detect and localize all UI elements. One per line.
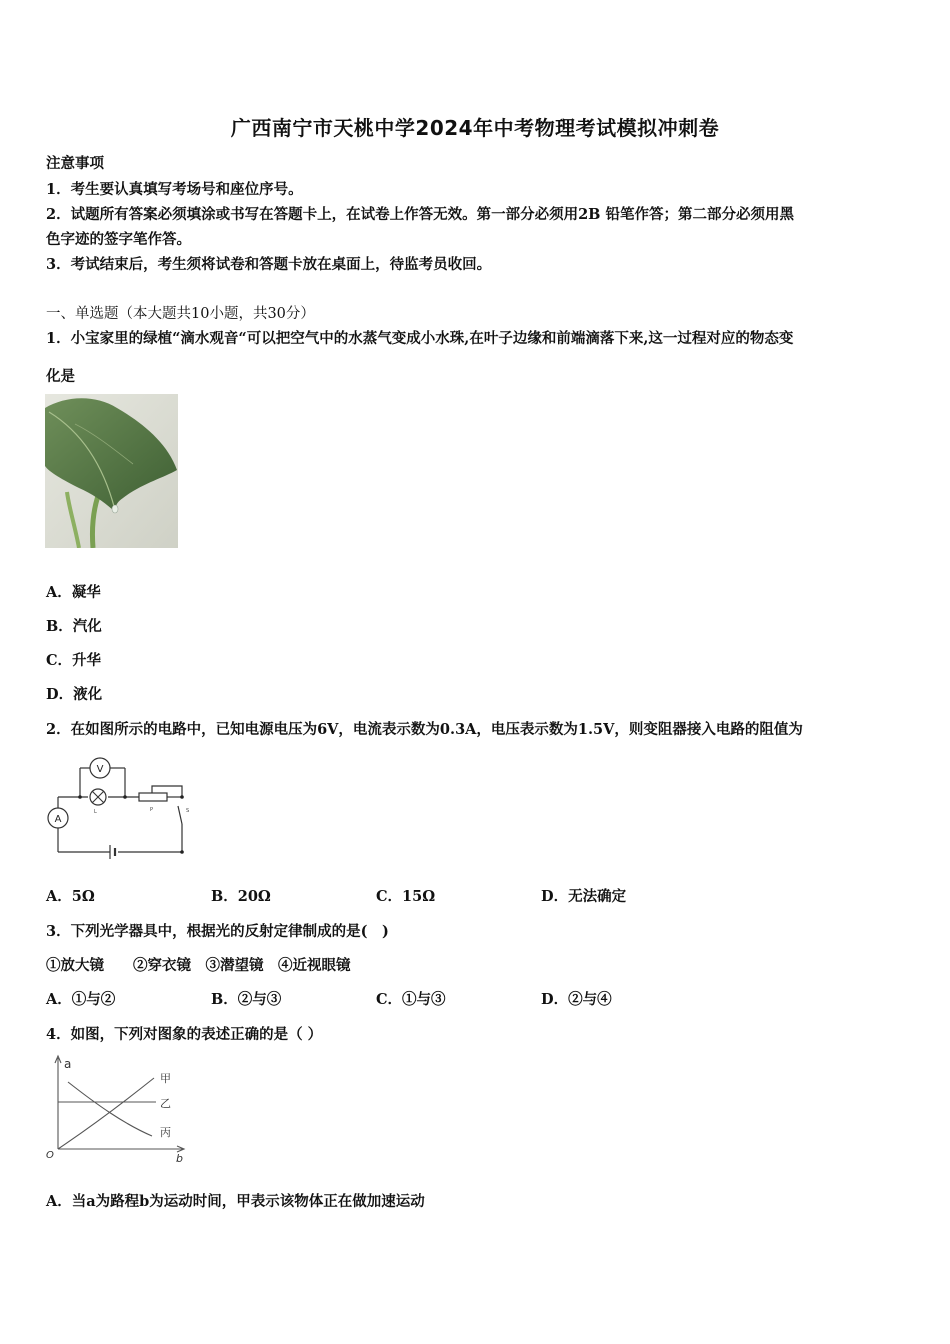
notice-item-2-cont: 色字迹的签字笔作答。 [46,231,191,248]
q2-option-a: A．5Ω [46,888,95,905]
leaf-droplet-image [45,394,178,548]
q1-text-cont: 化是 [46,368,75,385]
q3-option-d: D．②与④ [541,991,612,1008]
q1-option-c: C．升华 [46,652,102,669]
notice-item-1: 1．考生要认真填写考场号和座位序号。 [46,181,303,198]
q3-items: ①放大镜 ②穿衣镜 ③潜望镜 ④近视眼镜 [46,957,351,974]
circuit-diagram [44,748,196,862]
section-heading: 一、单选题（本大题共10小题，共30分） [46,306,315,322]
lamp-label: L [94,809,97,815]
q3-option-a: A．①与② [46,991,116,1008]
voltmeter-label: V [96,764,104,775]
q4-option-a: A．当a为路程b为运动时间，甲表示该物体正在做加速运动 [46,1193,425,1210]
curve-label-jia: 甲 [160,1072,171,1085]
q2-option-c: C．15Ω [376,888,436,905]
switch-label: S [186,808,190,814]
rheostat-label: P [150,807,154,813]
q2-option-d: D．无法确定 [541,888,627,905]
curve-jia [58,1078,154,1149]
q2-text: 2．在如图所示的电路中，已知电源电压为6V，电流表示数为0.3A，电压表示数为1.5V，则变阻器接入电路的阻值为 [46,721,803,738]
page-title: 广西南宁市天桃中学2024年中考物理考试模拟冲刺卷 [230,116,720,140]
q4-text: 4．如图，下列对图象的表述正确的是（ ） [46,1026,323,1043]
notice-item-2: 2．试题所有答案必须填涂或书写在答题卡上，在试卷上作答无效。第一部分必须用2B 铅笔作答；第二部分必须用黑 [46,206,794,223]
curve-label-yi: 乙 [160,1097,171,1110]
curve-label-bing: 丙 [160,1126,171,1139]
q1-option-d: D．液化 [46,686,103,703]
q3-option-c: C．①与③ [376,991,446,1008]
notice-item-3: 3．考试结束后，考生须将试卷和答题卡放在桌面上，待监考员收回。 [46,256,492,273]
q1-option-b: B．汽化 [46,618,102,635]
origin-label: O [46,1150,54,1161]
y-axis-label: a [64,1057,72,1071]
q1-text: 1．小宝家里的绿植“滴水观音“可以把空气中的水蒸气变成小水珠,在叶子边缘和前端滴落下来,这一过程对应的物态变 [46,330,794,347]
notice-heading: 注意事项 [46,155,104,172]
q3-text: 3．下列光学器具中，根据光的反射定律制成的是( ) [46,923,389,940]
ammeter-label: A [54,814,62,825]
q2-option-b: B．20Ω [211,888,271,905]
q4-graph [44,1052,192,1164]
x-axis-label: b [176,1152,183,1164]
q1-option-a: A．凝华 [46,584,101,601]
q3-option-b: B．②与③ [211,991,282,1008]
